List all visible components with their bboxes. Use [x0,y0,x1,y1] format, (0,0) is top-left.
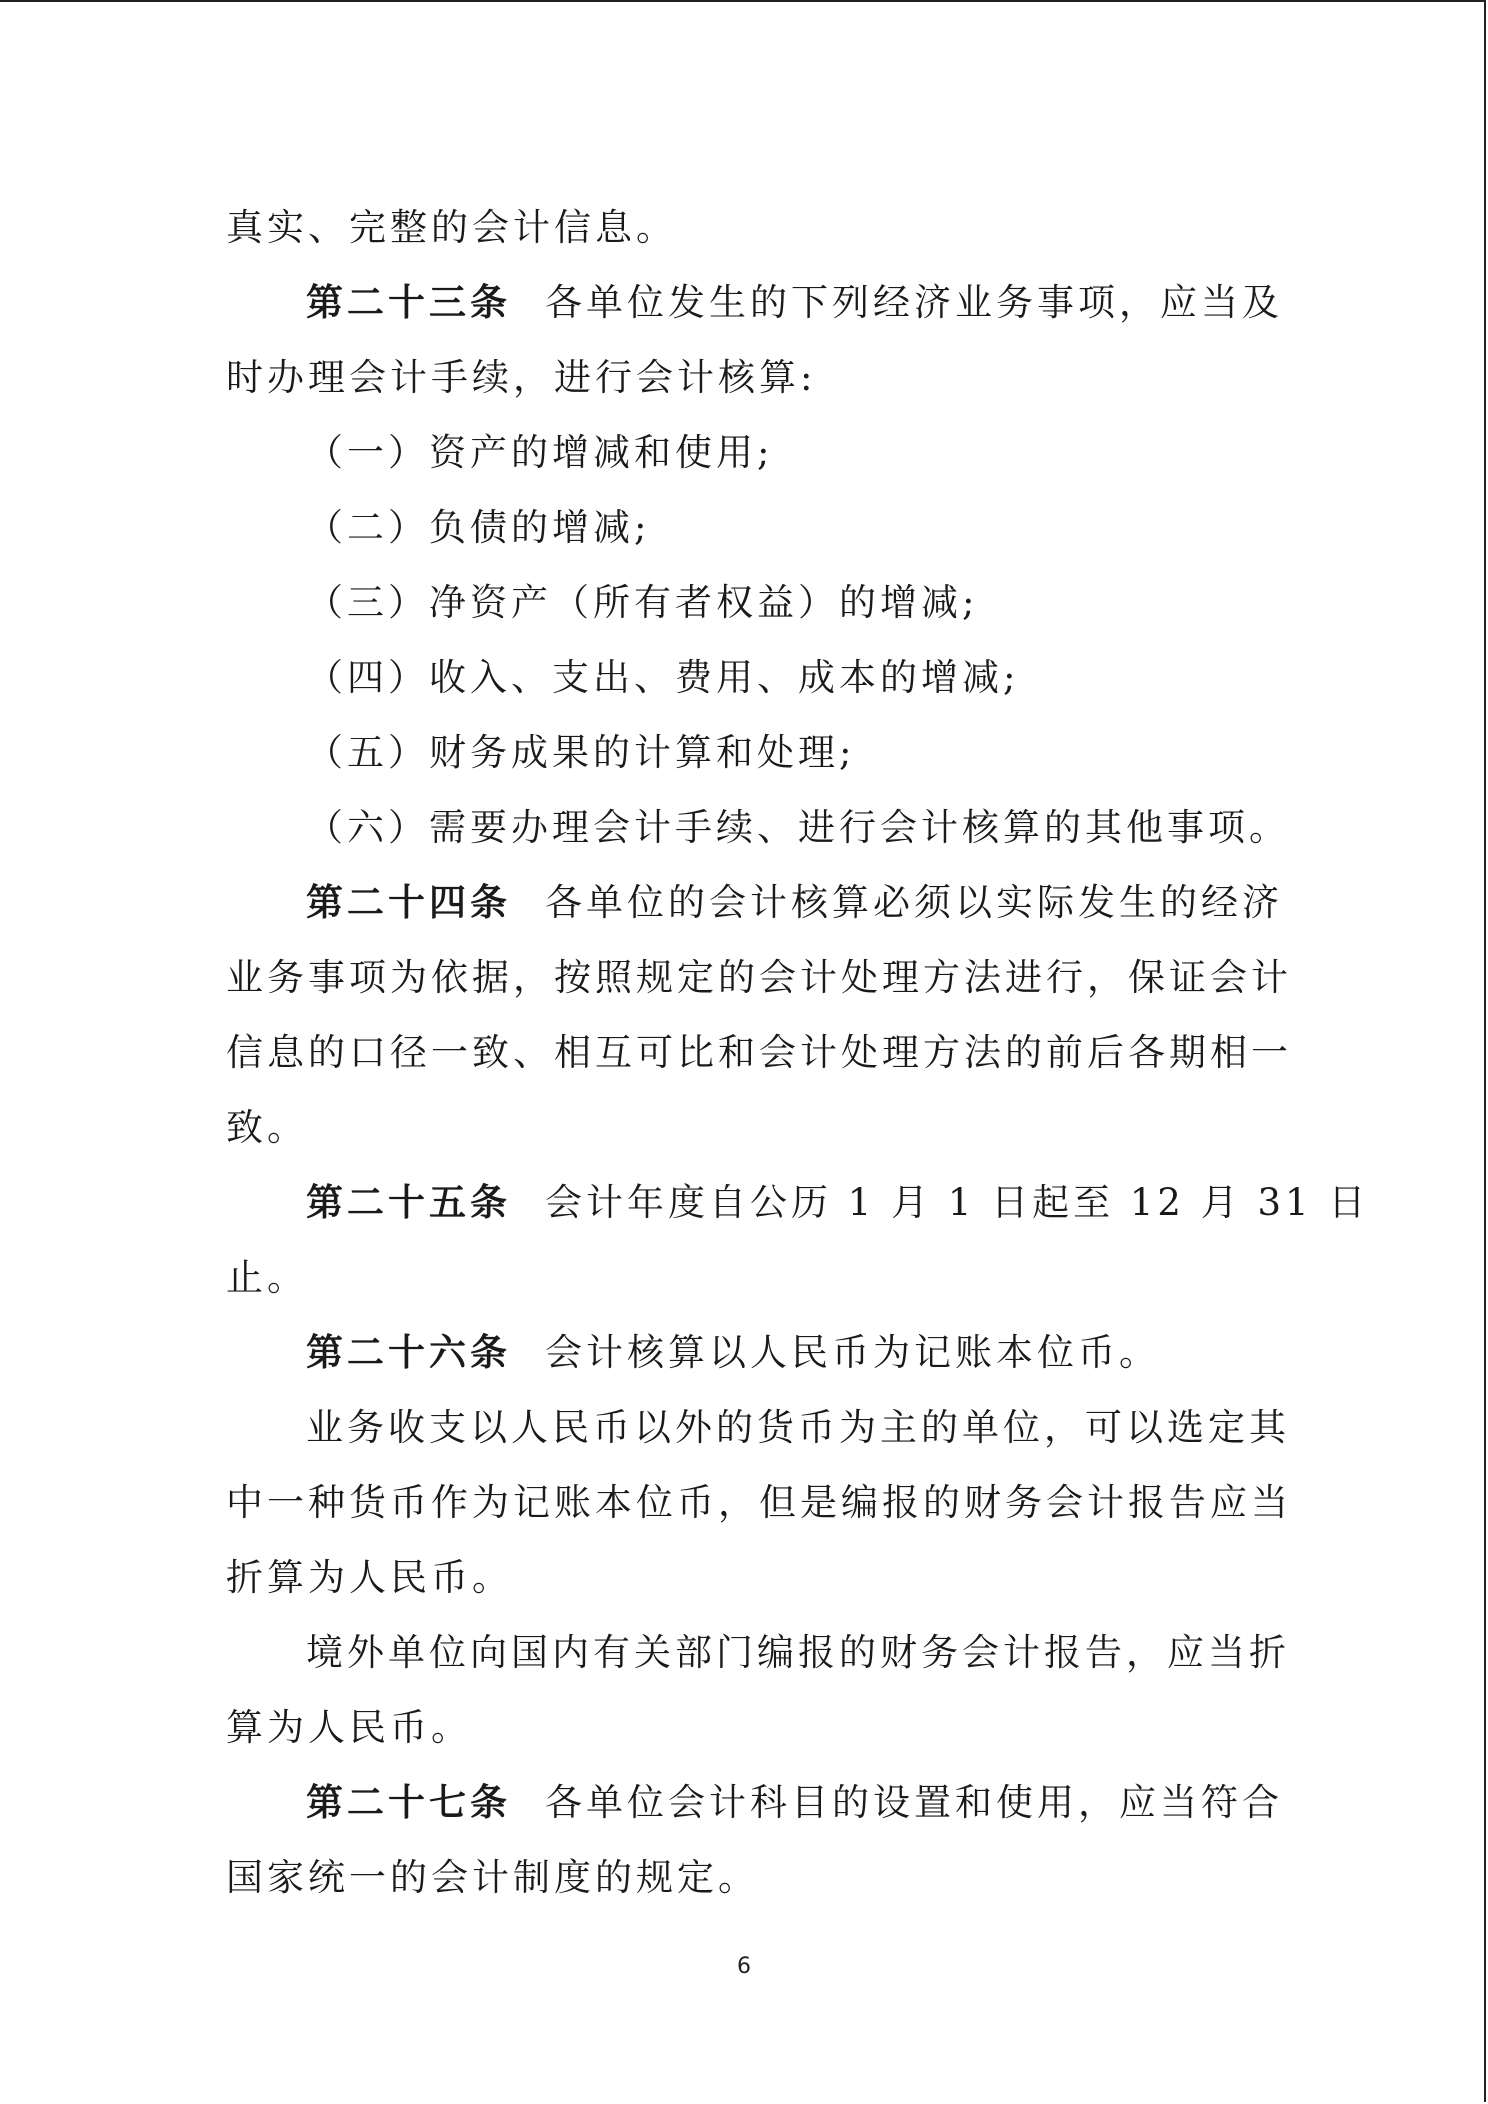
article-text: 各单位发生的下列经济业务事项，应当及 [545,281,1283,324]
text-line: 折算为人民币。 [226,1556,513,1599]
article-text: 会计核算以人民币为记账本位币。 [545,1331,1160,1374]
article-heading: 第二十三条 [306,280,511,324]
list-item: （五）财务成果的计算和处理; [306,731,856,774]
text-line: 业务事项为依据，按照规定的会计处理方法进行，保证会计 [226,956,1292,999]
text-line: 信息的口径一致、相互可比和会计处理方法的前后各期相一 [226,1031,1292,1074]
article-26-line [226,1315,1262,1390]
article-24-line [226,865,1283,940]
text-line: 止。 [226,1256,308,1299]
article-27-line [226,1765,1283,1840]
article-23-line [226,265,1283,340]
text-line: 真实、完整的会计信息。 [226,206,677,249]
document-body [226,190,1370,1915]
list-item: （三）净资产（所有者权益）的增减; [306,581,979,624]
list-item: （四）收入、支出、费用、成本的增减; [306,656,1020,699]
list-item: （一）资产的增减和使用; [306,431,774,474]
page-number: 6 [737,1954,751,1979]
article-25-line [226,1165,1370,1240]
paragraph-line: 境外单位向国内有关部门编报的财务会计报告，应当折 [306,1631,1290,1674]
list-item: （六）需要办理会计手续、进行会计核算的其他事项。 [306,806,1290,849]
text-line: 时办理会计手续，进行会计核算: [226,356,817,399]
article-heading: 第二十五条 [306,1180,511,1224]
article-text: 会计年度自公历 1 月 1 日起至 12 月 31 日 [545,1181,1370,1224]
article-heading: 第二十四条 [306,880,511,924]
text-line: 算为人民币。 [226,1706,472,1749]
article-text: 各单位的会计核算必须以实际发生的经济 [545,881,1283,924]
article-text: 各单位会计科目的设置和使用，应当符合 [545,1781,1283,1824]
list-item: （二）负债的增减; [306,506,651,549]
article-heading: 第二十六条 [306,1330,511,1374]
text-line: 国家统一的会计制度的规定。 [226,1856,759,1899]
paragraph-line: 业务收支以人民币以外的货币为主的单位，可以选定其 [306,1406,1290,1449]
text-line: 中一种货币作为记账本位币，但是编报的财务会计报告应当 [226,1481,1292,1524]
article-heading: 第二十七条 [306,1780,511,1824]
text-line: 致。 [226,1106,308,1149]
